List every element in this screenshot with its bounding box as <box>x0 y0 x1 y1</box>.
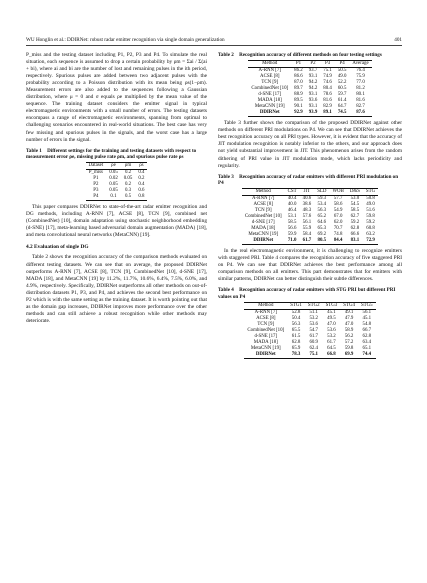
table2-header-cell: P2 <box>306 61 321 68</box>
table2-cell: 82.9 <box>323 104 332 110</box>
table2-cell: 64.7 <box>337 104 347 110</box>
table4-cell: 62.8 <box>291 340 301 346</box>
table4-cell: ACSE [8] <box>256 316 276 322</box>
table3-header-cell: JIT <box>300 189 315 196</box>
table4-cell: 61.7 <box>309 334 318 340</box>
table4-cell: MADA [18] <box>253 340 278 346</box>
table3-cell: 59.3 <box>317 196 327 202</box>
table1-cell: 0.8 <box>135 194 147 201</box>
table2-cell: TCN [9] <box>261 80 279 86</box>
table4 <box>244 302 375 359</box>
table2-cell: 50.5 <box>337 68 347 74</box>
table2-cell: DDIRNet <box>248 110 291 117</box>
table3-cell: 70.7 <box>333 226 343 232</box>
table2-cell: 49.0 <box>337 74 347 80</box>
table4-cell: 45.1 <box>362 316 372 322</box>
table1-caption <box>26 148 207 161</box>
table1-header-cell: ρs <box>135 163 147 170</box>
table2-cell: 89.7 <box>294 86 303 92</box>
table2-header-cell: P4 <box>335 61 350 68</box>
table3-cell: 65.2 <box>317 214 327 220</box>
table2-header-cell: Average <box>349 61 371 68</box>
table2-header-cell: Method <box>248 61 291 68</box>
table3-header-cell: SLD <box>314 189 329 196</box>
table3-cell: 53.0 <box>350 196 360 202</box>
table2-cell: 74.6 <box>323 80 332 86</box>
table4-cell: 47.0 <box>327 322 336 328</box>
table3-cell: 59.9 <box>287 232 297 238</box>
table1-cell: P4 <box>86 194 107 201</box>
table1-cell: 0.05 <box>123 176 133 182</box>
table2-cell: 88.9 <box>294 92 303 98</box>
table2-cell: 90.1 <box>294 104 303 110</box>
table3-cell: 40.0 <box>287 202 297 208</box>
table3-cell: 57.6 <box>302 214 312 220</box>
table2-cell: 82.7 <box>356 104 365 110</box>
table1-cell: 0.4 <box>138 182 145 188</box>
table2-cell: 81.6 <box>323 98 332 104</box>
table4-cell: 57.2 <box>344 340 354 346</box>
table4-cell: 51.1 <box>309 310 318 316</box>
table2-cell: 89.5 <box>294 98 303 104</box>
table2-cell: MetaCNN [19] <box>254 104 285 110</box>
table3-cell: 55.9 <box>302 226 312 232</box>
table2-cell: 86.6 <box>294 74 303 80</box>
table4-cell: 61.7 <box>327 340 336 346</box>
left-paragraph-3: Table 2 shows the recognition accuracy of the comparison methods evaluated on different testing datasets. We can see that on average, the proposed DDIRNet outperforms A-RNN [7], ACSE [8], TCN [9], CombinedNet [10], d-SNE [17], MADA [18], and MetaCNN [19] by 11.2%, 11.7%, 10.6%, 6.4%, 7.5%, 6.0%, and 4.9%, respectively. Specifically, DDIRNet outperforms all other methods on out-of-distribution datasets P1, P3, and P4, and achieves the second best performance on P2 which is with the same setting as the training dataset. It is worth pointing out that as the domain gap increases, DDIRNet improves more performance over the other methods and can still achieve a robust recognition while other methods may deteriorate. <box>26 254 207 324</box>
table3-cell: 58.5 <box>287 220 297 226</box>
table1-cell: 0.05 <box>109 182 118 188</box>
table3-cell: 40.4 <box>287 196 297 202</box>
table1-cell: 0.02 <box>109 176 118 182</box>
table4-cell: 56.1 <box>362 310 372 316</box>
table4-cell: 66.7 <box>362 328 372 334</box>
table4-cell: 64.5 <box>327 346 336 352</box>
table3-cell: 71.0 <box>285 238 300 245</box>
table4-cell: CombinedNet [10] <box>247 328 285 334</box>
table2-cell: 78.6 <box>323 92 332 98</box>
table3-cell: 49.0 <box>366 202 375 208</box>
table4-cell: d-SNE [17] <box>254 334 278 340</box>
section-title: 4.2 Evaluation of single DG <box>26 244 89 251</box>
table2-header-cell: P1 <box>291 61 306 68</box>
table2-cell: 93.1 <box>308 92 318 98</box>
table2-cell: 52.2 <box>337 80 347 86</box>
table3-cell: DDIRNet <box>242 238 285 245</box>
table1-body <box>86 170 148 201</box>
table3-cell: CombinedNet [10] <box>244 214 282 220</box>
table4-cell: 65.5 <box>291 328 301 334</box>
table1-row <box>86 194 148 201</box>
table1-cell: P1 <box>93 176 99 182</box>
table1-header-cell: ρe <box>106 163 121 170</box>
table4-caption-number: Table 4 <box>218 287 234 294</box>
table3-cell: A-RNN [7] <box>252 196 275 202</box>
table4-cell: 56.2 <box>344 334 354 340</box>
table1-cell: 0.6 <box>138 188 145 194</box>
table1-cell: 0.4 <box>138 170 145 176</box>
table3-cell: 48.3 <box>302 208 312 214</box>
table4-cell: 75.1 <box>305 352 323 359</box>
table2-cell: 81.6 <box>356 98 365 104</box>
table2-header-row <box>248 61 371 68</box>
table3-cell: 60.8 <box>366 226 375 232</box>
right-paragraph-2: In the real electromagnetic environment, it is challenging to recognize emitters with staggered PRI. Table 4 compares the recognition accuracy of five staggered PRI on P4. We can see that DDIRNet achieves the best performance among all comparison methods on all emitters. This part demonstrates that for emitters with similar patterns, DDIRNet can better distinguish their subtle differences. <box>218 248 402 283</box>
table3-caption-text: Recognition accuracy of radar emitters with different PRI modulation on P4 <box>218 173 399 186</box>
table2-cell: 77.0 <box>356 80 365 86</box>
table4-header-row <box>244 303 375 310</box>
table2-cell: 93.1 <box>308 74 318 80</box>
table4-cell: 54.8 <box>362 322 372 328</box>
table4-caption-text: Recognition accuracy of radar emitters with STG PRI but different PRI values on P4 <box>218 287 396 300</box>
table3-cell: 62.8 <box>350 226 360 232</box>
table3-cell: 38.6 <box>302 202 312 208</box>
table2-header-cell: P3 <box>320 61 335 68</box>
table3-cell: 67.0 <box>333 214 343 220</box>
table3-cell: 54.9 <box>333 208 343 214</box>
table4-body <box>244 310 375 359</box>
table4-cell: 45.1 <box>327 310 336 316</box>
table4-row <box>244 352 375 359</box>
table2-cell: 92.9 <box>291 110 306 117</box>
table3-header-row <box>242 189 378 196</box>
table2-cell: 86.2 <box>294 68 303 74</box>
table2-caption-number: Table 2 <box>218 52 234 58</box>
table3-cell: 65.3 <box>317 226 327 232</box>
table1-cell: P_miss <box>88 170 103 176</box>
table1-caption-number: Table 1 <box>26 147 42 154</box>
table2-cell: 61.4 <box>337 98 347 104</box>
table3-cell: 69.2 <box>317 232 327 238</box>
table1-header-cell: ρm <box>121 163 136 170</box>
table4-cell: 69.9 <box>340 352 358 359</box>
table3-cell: 59.8 <box>366 214 375 220</box>
table4-cell: 62.4 <box>309 346 318 352</box>
table2-cell: 94.2 <box>308 86 318 92</box>
table4-header-cell: STG1 <box>287 303 305 310</box>
right-paragraph-1: Table 3 further shows the comparison of the proposed DDIRNet against other methods on different PRI modulations on P4. We can see that DDIRNet achieves the best recognition accuracy on all PRI types. However, it is evident that the accuracy of JIT modulation recognition is notably inferior to the others, and our approach does not yield substantial improvement in JIT. This phenomenon arises from the random dithering of PRI value in JIT modulation mode, which lacks periodicity and regularity. <box>218 120 402 169</box>
left-paragraph-1: P_miss and the testing dataset including P1, P2, P3 and P4. To simulate the real situation, each sequence is assumed to drop a certain probability by ρm = Σai / Σ(ai + bi), where ai and bi are the number of lost and remaining pulses in the ith period, respectively. Spurious pulses are added between two adjacent pulses with the probability according to a Poisson distribution with its mean being ρs(1−ρm). Measurement errors are also added to the sequences following a Gaussian distribution, where μ = 0 and σ equals ρe multiplied by the mean value of the sequence. The training dataset considers the emitter signal in typical electromagnetic environments with a small number of errors. The testing datasets encompass a range of electromagnetic environments, spanning from optimal to challenging scenarios encountered in real-world situations. The best case has very few missing and spurious pulses in the signals, and the worst case has a large number of errors in the signal. <box>26 52 207 143</box>
table3-body <box>242 196 378 245</box>
table4-header-cell: STG2 <box>305 303 323 310</box>
table4-header-cell: STG5 <box>358 303 376 310</box>
table4-header-cell: STG3 <box>323 303 341 310</box>
table4-cell: 56.3 <box>291 322 301 328</box>
table2 <box>248 60 371 117</box>
table3-cell: 51.6 <box>366 208 375 214</box>
table1 <box>86 162 148 201</box>
table2-row <box>248 110 371 117</box>
table4-cell: 47.0 <box>344 322 354 328</box>
table3-cell: MetaCNN [19] <box>248 232 279 238</box>
table2-cell: 60.5 <box>337 86 347 92</box>
table3-cell: ACSE [8] <box>253 202 273 208</box>
table4-cell: 50.4 <box>291 316 301 322</box>
table2-caption <box>218 52 402 58</box>
page-number: 401 <box>394 37 402 43</box>
table4-cell: DDIRNet <box>244 352 287 359</box>
table3-cell: 54.5 <box>350 202 360 208</box>
table3-caption <box>218 174 402 187</box>
table1-cell: 0.2 <box>124 170 132 176</box>
table3-header-cell: Method <box>242 189 285 196</box>
table4-header-cell: Method <box>244 303 287 310</box>
table2-cell: 93.7 <box>308 68 318 74</box>
table2-cell: 93.6 <box>308 98 318 104</box>
table3-cell: 50.8 <box>366 196 375 202</box>
table3-cell: 57.7 <box>333 196 343 202</box>
table2-cell: 89.1 <box>320 110 335 117</box>
table4-cell: 65.1 <box>362 346 372 352</box>
table4-cell: 58.9 <box>344 328 354 334</box>
table1-cell: 0.3 <box>124 188 132 194</box>
table4-cell: 65.9 <box>291 346 301 352</box>
running-title: WU Honglin et al.: DDIRNet: robust radar emitter recognition via single domain generalization <box>26 37 225 43</box>
table1-header-cell: Dataset <box>86 163 107 170</box>
table3-header-cell: WOB <box>329 189 346 196</box>
table3-cell: 66.6 <box>350 232 360 238</box>
table3-cell: 74.8 <box>333 232 343 238</box>
table4-cell: 60.9 <box>309 340 318 346</box>
table4-cell: MetaCNN [19] <box>250 346 281 352</box>
table3-cell: 62.0 <box>333 220 343 226</box>
table3-cell: 59.2 <box>350 220 360 226</box>
table3-cell: 56.6 <box>287 226 297 232</box>
table3-cell: 58.5 <box>350 208 360 214</box>
table2-body <box>248 68 371 117</box>
table3-cell: 53.4 <box>317 202 327 208</box>
table4-cell: 61.5 <box>291 334 301 340</box>
running-header <box>26 37 402 46</box>
left-paragraph-2: This paper compares DDIRNet to state-of-the-art radar emitter recognition and DG methods, including A-RNN [7], ACSE [8], TCN [9], combined net (CombinedNet) [10], domain adaptation using stochastic neighborhood embedding (d-SNE) [17], meta-learning based adversarial domain augmentation (MADA) [18], and meta convolutional neural networks (MetaCNN) [19]. <box>26 204 207 239</box>
table1-header-row <box>86 163 148 170</box>
table2-caption-text: Recognition accuracy of different methods on four testing settings <box>239 52 382 58</box>
table2-cell: 75.1 <box>323 68 332 74</box>
table4-cell: 47.9 <box>344 316 354 322</box>
table1-cell: P2 <box>93 182 99 188</box>
table1-cell: 0.2 <box>138 176 145 182</box>
table3-cell: 83.1 <box>347 238 363 245</box>
table1-cell: P3 <box>93 188 99 194</box>
table4-cell: 53.2 <box>309 316 318 322</box>
table2-cell: 87.0 <box>294 80 303 86</box>
table3-cell: 53.1 <box>287 214 297 220</box>
table4-cell: A-RNN [7] <box>254 310 277 316</box>
table1-cell: 0.2 <box>124 182 132 188</box>
table2-cell: 81.2 <box>356 86 365 92</box>
table3-cell: 84.4 <box>329 238 346 245</box>
table2-cell: 59.7 <box>337 92 347 98</box>
table3-cell: d-SNE [17] <box>251 220 275 226</box>
table3-cell: 63.2 <box>366 232 375 238</box>
table2-cell: 93.1 <box>308 104 318 110</box>
table3-cell: 72.9 <box>363 238 378 245</box>
table4-cell: 53.6 <box>309 322 318 328</box>
table2-cell: 76.4 <box>356 68 365 74</box>
table3-cell: TCN [9] <box>254 208 272 214</box>
table2-cell: 75.9 <box>356 74 365 80</box>
table2-cell: 80.1 <box>356 92 365 98</box>
table4-cell: 49.5 <box>327 316 336 322</box>
table3 <box>242 188 378 245</box>
table3-header-cell: D&S <box>347 189 363 196</box>
left-column <box>26 52 207 326</box>
table3-cell: 59.2 <box>366 220 375 226</box>
table3-cell: 64.6 <box>317 220 327 226</box>
table2-cell: 87.6 <box>349 110 371 117</box>
table4-cell: TCN [9] <box>257 322 275 328</box>
table4-cell: 54.7 <box>309 328 318 334</box>
table2-cell: 74.5 <box>335 110 350 117</box>
table3-cell: 56.1 <box>302 220 312 226</box>
table4-cell: 62.8 <box>362 334 372 340</box>
table3-cell: 58.6 <box>333 202 343 208</box>
table2-cell: ACSE [8] <box>260 74 280 80</box>
table4-cell: 78.3 <box>287 352 305 359</box>
table1-cell: 0.5 <box>121 194 136 201</box>
table3-cell: 62.7 <box>350 214 360 220</box>
table4-cell: 49.1 <box>344 310 354 316</box>
table2-cell: 94.2 <box>308 80 318 86</box>
table3-cell: 80.5 <box>314 238 329 245</box>
table3-header-cell: STG <box>363 189 378 196</box>
table2-cell: d-SNE [17] <box>258 92 282 98</box>
table1-cell: 0.05 <box>109 170 118 176</box>
table4-header-cell: STG4 <box>340 303 358 310</box>
table1-cell: 0.05 <box>109 188 118 194</box>
table3-cell: 61.7 <box>300 238 315 245</box>
table4-cell: 53.6 <box>327 328 336 334</box>
table4-cell: 59.8 <box>344 346 354 352</box>
table3-cell: 56.3 <box>317 208 327 214</box>
table2-cell: A-RNN [7] <box>258 68 281 74</box>
table4-cell: 53.2 <box>327 334 336 340</box>
table1-cell: 0.1 <box>106 194 121 201</box>
table3-cell: 58.4 <box>302 232 312 238</box>
table4-cell: 52.8 <box>291 310 301 316</box>
table4-cell: 74.4 <box>358 352 376 359</box>
table1-caption-text: Different settings for the training and testing datasets with respect to measurement error ρe, missing pulse rate ρm, and spurious pulse rate ρs <box>26 147 197 160</box>
table4-caption <box>218 287 402 300</box>
table3-cell: 46.4 <box>287 208 297 214</box>
right-column <box>218 52 402 362</box>
table2-cell: MADA [18] <box>257 98 282 104</box>
table3-cell: 40.6 <box>302 196 312 202</box>
table4-cell: 63.4 <box>362 340 372 346</box>
table3-row <box>242 238 378 245</box>
table2-cell: 74.9 <box>323 74 332 80</box>
table3-cell: MADA [18] <box>251 226 276 232</box>
table2-cell: CombinedNet [10] <box>251 86 289 92</box>
table3-header-cell: CST <box>285 189 300 196</box>
table2-cell: 80.4 <box>323 86 332 92</box>
table4-cell: 66.8 <box>323 352 341 359</box>
table2-cell: 93.9 <box>306 110 321 117</box>
table3-caption-number: Table 3 <box>218 173 234 180</box>
